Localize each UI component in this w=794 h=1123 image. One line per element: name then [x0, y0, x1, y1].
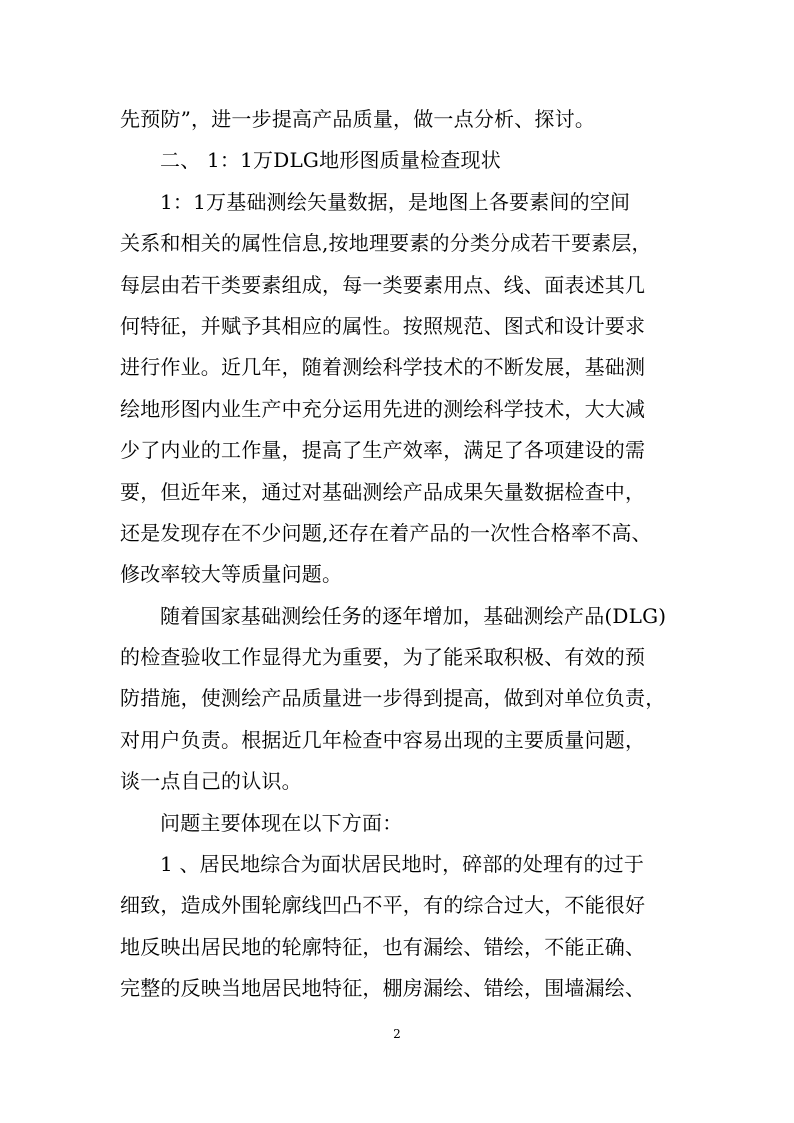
text-line: 绘地形图内业生产中充分运用先进的测绘科学技术，大大减: [120, 396, 646, 421]
text-line: 1 、居民地综合为面状居民地时，碎部的处理有的过于: [160, 852, 645, 877]
section-heading: 二、 1：1万DLG地形图质量检查现状: [160, 148, 501, 173]
text-line: 修改率较大等质量问题。: [120, 562, 343, 587]
document-body: [120, 99, 676, 1010]
text-line: 每层由若干类要素组成，每一类要素用点、线、面表述其几: [120, 272, 646, 297]
text-line: 对用户负责。根据近几年检查中容易出现的主要质量问题，: [120, 727, 646, 752]
text-line: 还是发现存在不少问题,还存在着产品的一次性合格率不高、: [120, 520, 652, 545]
page-number: 2: [393, 1027, 401, 1041]
text-line: 进行作业。近几年，随着测绘科学技术的不断发展，基础测: [120, 355, 646, 380]
text-line: 细致，造成外围轮廓线凹凸不平，有的综合过大，不能很好: [120, 893, 646, 918]
text-line: 关系和相关的属性信息,按地理要素的分类分成若干要素层，: [120, 231, 652, 256]
text-line: 的检查验收工作显得尤为重要，为了能采取积极、有效的预: [120, 645, 646, 670]
text-line: 要，但近年来，通过对基础测绘产品成果矢量数据检查中，: [120, 479, 646, 504]
text-line: 随着国家基础测绘任务的逐年增加，基础测绘产品(DLG): [160, 603, 667, 628]
text-line: 完整的反映当地居民地特征，棚房漏绘、错绘，围墙漏绘、: [120, 976, 646, 1001]
text-line: 地反映出居民地的轮廓特征，也有漏绘、错绘，不能正确、: [120, 934, 646, 959]
text-line: 问题主要体现在以下方面：: [160, 810, 403, 835]
text-line: 何特征，并赋予其相应的属性。按照规范、图式和设计要求: [120, 313, 646, 338]
text-line: 少了内业的工作量，提高了生产效率，满足了各项建设的需: [120, 438, 646, 463]
text-line: 防措施，使测绘产品质量进一步得到提高，做到对单位负责，: [120, 686, 666, 711]
text-line: 先预防”，进一步提高产品质量，做一点分析、探讨。: [120, 107, 596, 131]
text-line: 1：1万基础测绘矢量数据，是地图上各要素间的空间: [160, 189, 631, 214]
text-line: 谈一点自己的认识。: [120, 769, 302, 794]
